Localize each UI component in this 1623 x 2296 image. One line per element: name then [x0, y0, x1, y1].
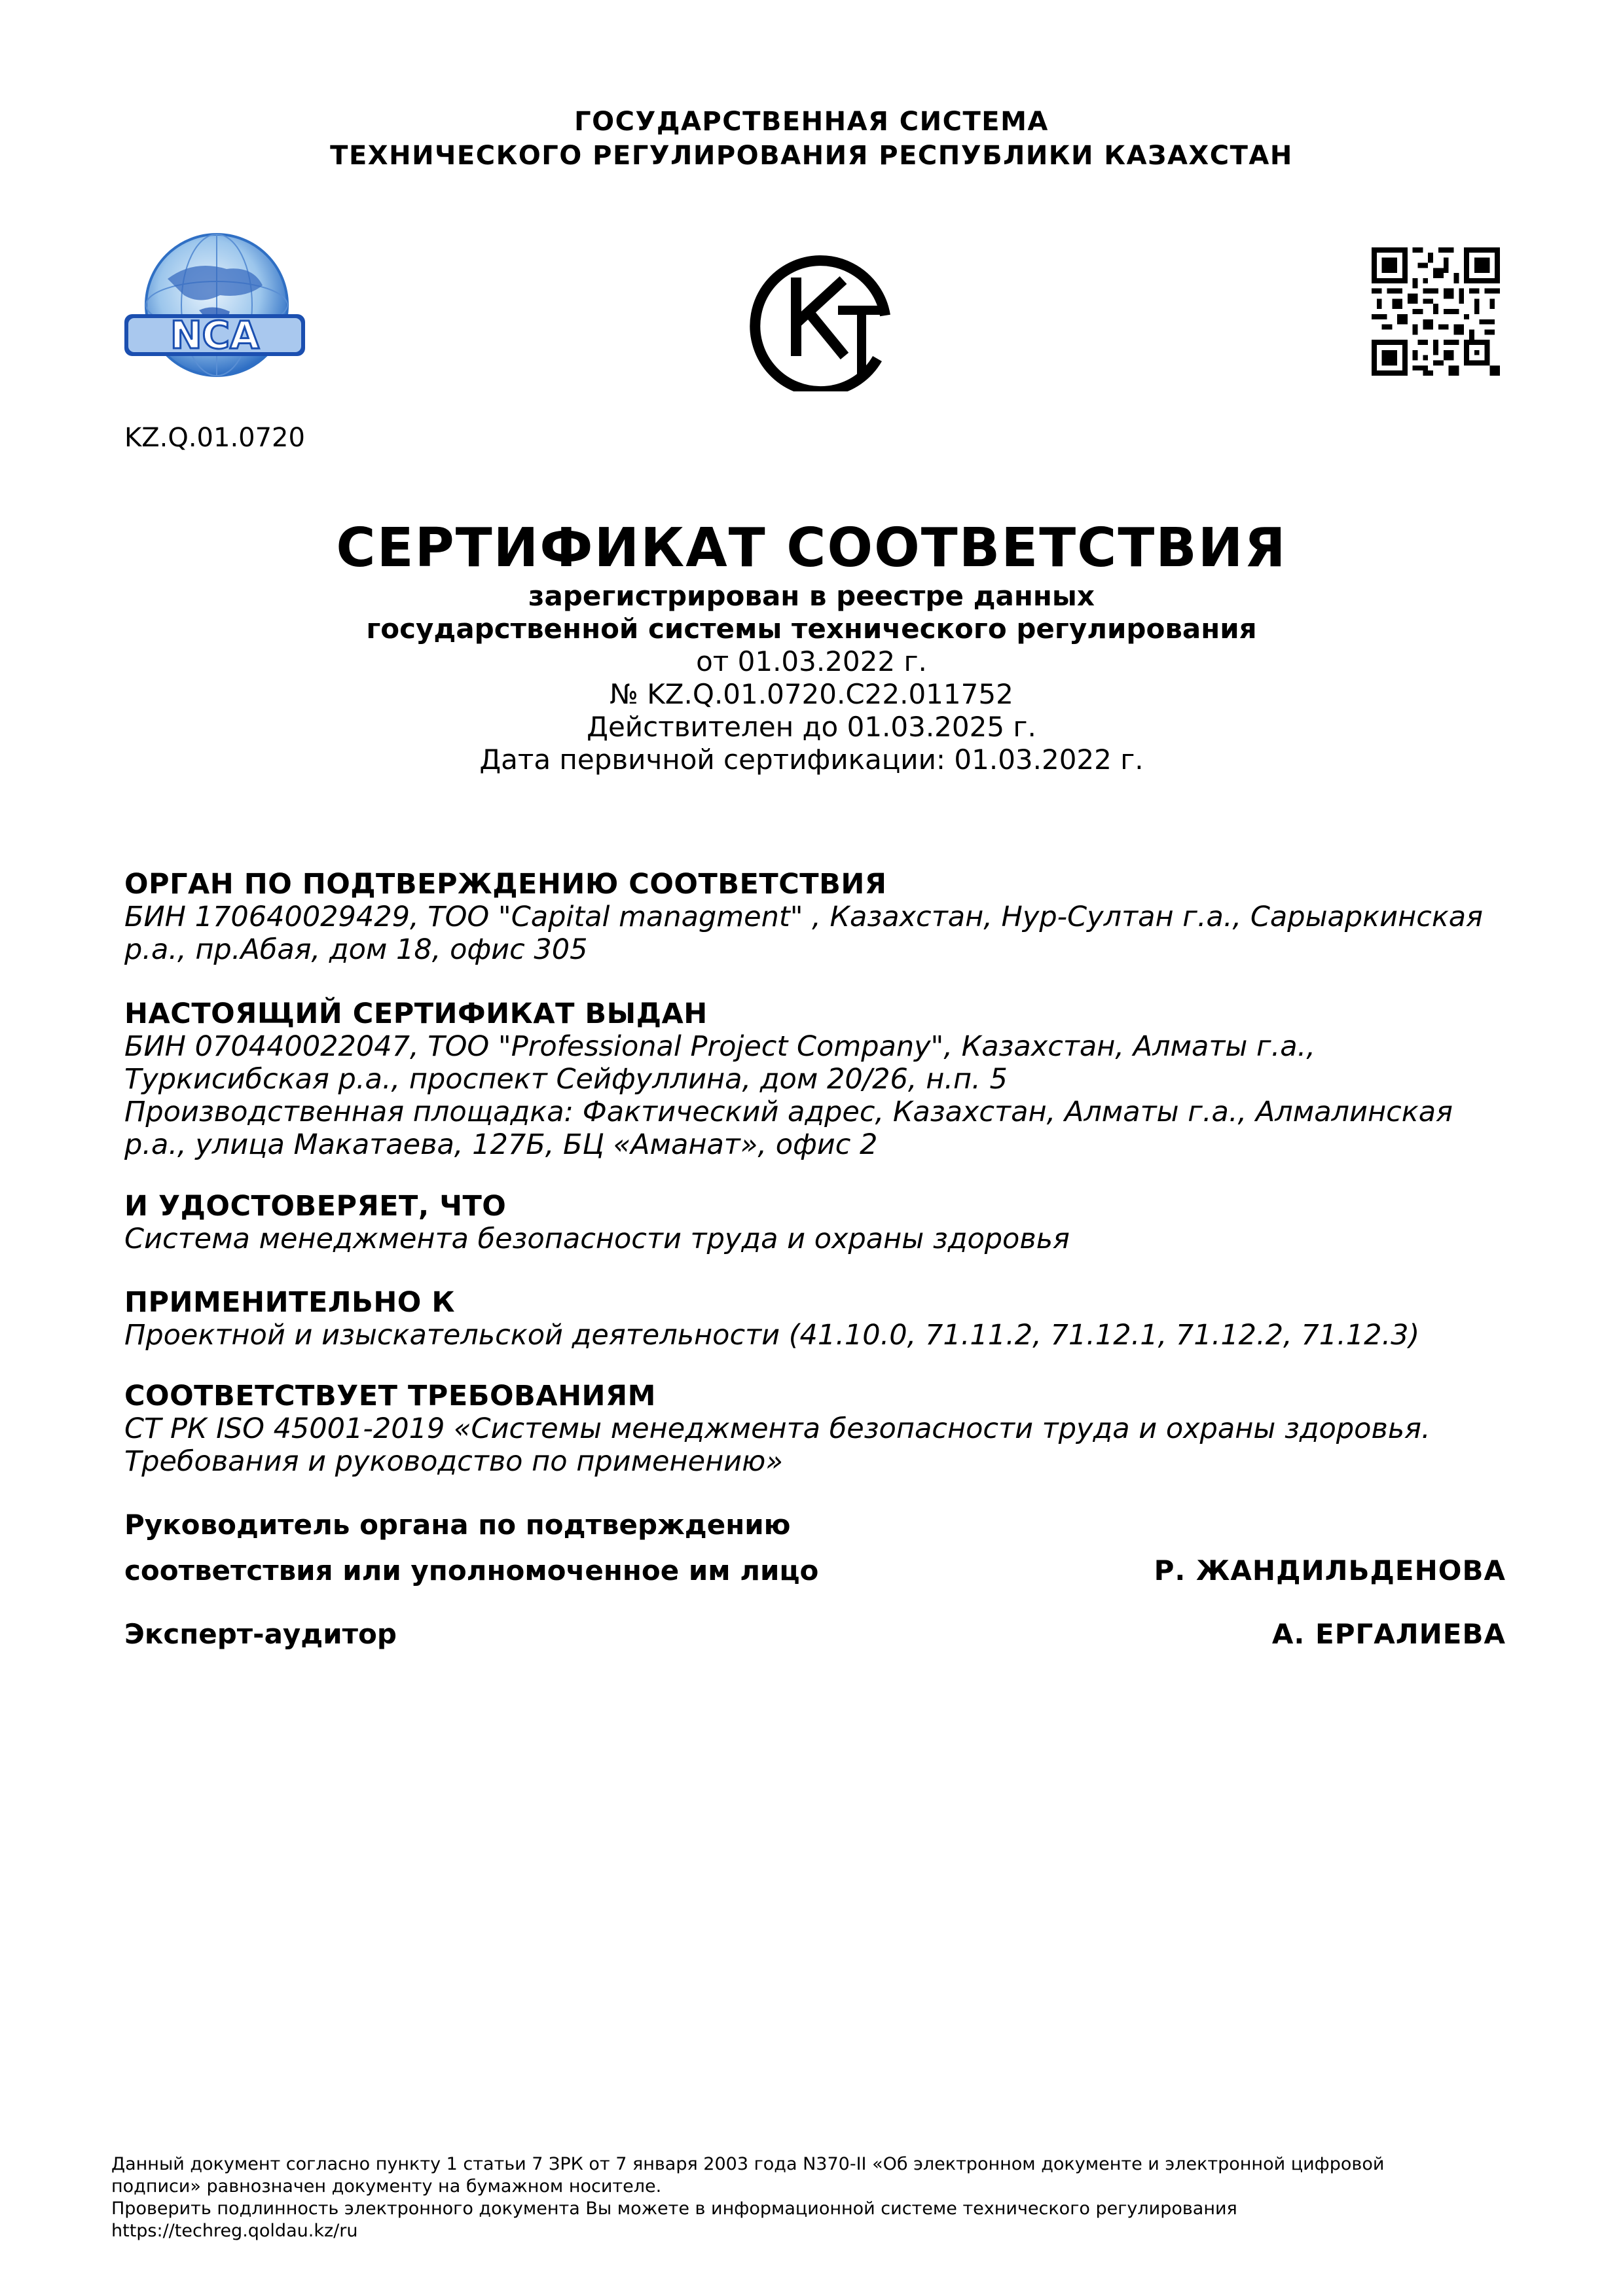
section-complies-with — [124, 1380, 1532, 1478]
qr-code — [1372, 247, 1500, 376]
section-heading: НАСТОЯЩИЙ СЕРТИФИКАТ ВЫДАН — [124, 997, 708, 1030]
qr-code-icon — [1372, 247, 1500, 376]
section-heading: СООТВЕТСТВУЕТ ТРЕБОВАНИЯМ — [124, 1380, 656, 1412]
section-heading: И УДОСТОВЕРЯЕТ, ЧТО — [124, 1190, 507, 1223]
section-text-line: БИН 070440022047, ТОО "Professional Project Company", Казахстан, Алматы г.а., — [124, 1030, 1315, 1063]
footer-line: подписи» равнозначен документу на бумажном носителе. — [111, 2176, 662, 2197]
section-certifies — [124, 1190, 1532, 1255]
head-signatory-name: Р. ЖАНДИЛЬДЕНОВА — [1154, 1554, 1506, 1587]
head-signatory-label — [124, 1502, 976, 1594]
registration-line-1: зарегистрирован в реестре данных — [528, 580, 1095, 612]
section-text-line: р.а., улица Макатаева, 127Б, БЦ «Аманат», офис 2 — [124, 1128, 878, 1161]
nca-logo-text: NCA — [170, 313, 259, 357]
section-text-line: СТ РК ISO 45001-2019 «Системы менеджмента безопасности труда и охраны здоровья. — [124, 1412, 1431, 1445]
section-text-line: Туркисибская р.а., проспект Сейфуллина, дом 20/26, н.п. 5 — [124, 1063, 1008, 1096]
head-signatory-label-line-1: Руководитель органа по подтверждению — [124, 1509, 791, 1541]
section-heading: ОРГАН ПО ПОДТВЕРЖДЕНИЮ СООТВЕТСТВИЯ — [124, 868, 887, 901]
registration-date: от 01.03.2022 г. — [696, 645, 927, 677]
first-certification-date: Дата первичной сертификации: 01.03.2022 г. — [479, 744, 1144, 776]
org-code: KZ.Q.01.0720 — [124, 423, 305, 453]
valid-until: Действителен до 01.03.2025 г. — [587, 711, 1036, 743]
nca-logo — [122, 233, 308, 387]
section-text-line: БИН 170640029429, ТОО "Capital managment" , Казахстан, Нур-Султан г.а., Сарыаркинская — [124, 901, 1484, 933]
footer-line: Проверить подлинность электронного документа Вы можете в информационной системе технического регулирования — [111, 2198, 1237, 2219]
kt-mark-logo — [746, 240, 898, 391]
header-line-1: ГОСУДАРСТВЕННАЯ СИСТЕМА — [574, 107, 1049, 137]
verification-link[interactable]: https://techreg.qoldau.kz/ru — [111, 2221, 358, 2241]
legal-footer — [111, 2153, 1519, 2242]
kt-mark-icon — [746, 240, 898, 391]
section-text-line: Требования и руководство по применению» — [124, 1445, 783, 1478]
expert-auditor-label: Эксперт-аудитор — [124, 1618, 397, 1650]
expert-auditor-name: А. ЕРГАЛИЕВА — [1271, 1618, 1506, 1650]
head-signatory-label-line-2: соответствия или уполномоченное им лицо — [124, 1554, 819, 1587]
footer-line: Данный документ согласно пункту 1 статьи 7 ЗРК от 7 января 2003 года N370-II «Об электронном документе и электронной цифровой — [111, 2154, 1385, 2174]
globe-icon — [122, 233, 308, 387]
section-conformity-body — [124, 868, 1532, 966]
header-line-2: ТЕХНИЧЕСКОГО РЕГУЛИРОВАНИЯ РЕСПУБЛИКИ КАЗАХСТАН — [330, 141, 1293, 171]
system-header — [0, 105, 1623, 173]
section-heading: ПРИМЕНИТЕЛЬНО К — [124, 1286, 455, 1319]
certificate-title: СЕРТИФИКАТ СООТВЕТСТВИЯ — [336, 517, 1287, 579]
section-text-line: Производственная площадка: Фактический адрес, Казахстан, Алматы г.а., Алмалинская — [124, 1096, 1453, 1128]
registration-block — [0, 580, 1623, 776]
registration-line-2: государственной системы технического регулирования — [366, 613, 1257, 645]
section-issued-to — [124, 997, 1532, 1161]
certificate-number: № KZ.Q.01.0720.C22.011752 — [610, 678, 1013, 710]
section-text-line: Система менеджмента безопасности труда и охраны здоровья — [124, 1223, 1070, 1255]
section-text-line: р.а., пр.Абая, дом 18, офис 305 — [124, 933, 588, 966]
section-text-line: Проектной и изыскательской деятельности (41.10.0, 71.11.2, 71.12.1, 71.12.2, 71.12.3) — [124, 1319, 1420, 1352]
section-applies-to — [124, 1286, 1532, 1352]
